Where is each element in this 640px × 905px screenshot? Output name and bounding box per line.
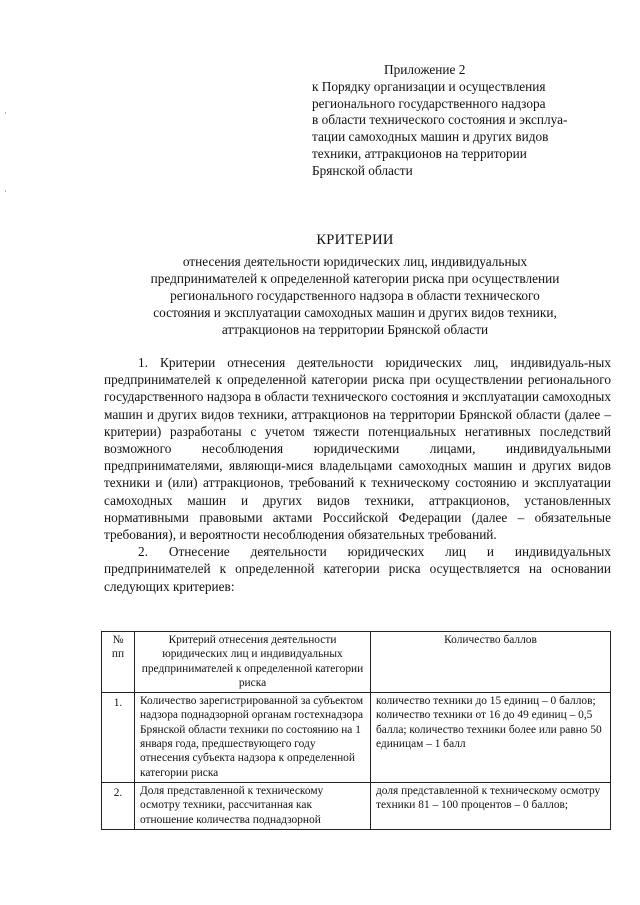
row-criterion: Количество зарегистрированной за субъектом надзора поднадзорной органам гостехнадзора Брянской области техники по состоянию на 1 января года, предшествующего году отнесения субъекта надзора к определенной категории риска [135, 693, 371, 783]
subtitle-line: аттракционов на территории Брянской области [221, 322, 489, 337]
row-points: доля представленной к техническому осмотру техники 81 – 100 процентов – 0 баллов; [371, 782, 611, 829]
appendix-line: к Порядку организации и осуществления [312, 78, 546, 94]
row-number: 2. [102, 782, 135, 829]
header-number: № пп [102, 632, 135, 693]
appendix-line: тации самоходных машин и других видов [312, 129, 549, 145]
row-points: количество техники до 15 единиц – 0 баллов; количество техники от 16 до 49 единиц – 0,5 балла; количество техники более или равно 50 единицам – 1 балл [371, 693, 611, 783]
paragraph-1: 1. Критерии отнесения деятельности юридических лиц, индивидуаль-ных предпринимателей к определенной категории риска при осуществлении регионального государственного надзора в области технического состояния и эксплуатации самоходных машин и других видов техники, аттракционов на территории Брянской области (далее – критерии) разработаны с учетом тяжести потенциальных негативных последствий возможного несоблюдения юридическими лицами, индивидуальными предпринимателями, являющи-мися владельцами самоходных машин и других видов техники и (или) аттракционов, требований к техническому состоянию и эксплуатации самоходных машин и других видов техники, аттракционов, установленных нормативными правовыми актами Российской Федерации (далее – обязательные требования), и вероятности несоблюдения обязательных требований. [104, 355, 611, 543]
subtitle-line: состояния и эксплуатации самоходных машин и других видов техники, [153, 305, 557, 320]
appendix-line: техники, аттракционов на территории [312, 145, 527, 161]
document-body [104, 354, 611, 595]
appendix-heading: Приложение 2 [384, 62, 466, 77]
table-row [102, 693, 611, 783]
header-criterion: Критерий отнесения деятельности юридических лиц и индивидуальных предпринимателей к определенной категории риска [135, 632, 371, 693]
subtitle-line: предпринимателей к определенной категории риска при осуществлении [150, 271, 560, 286]
subtitle-line: отнесения деятельности юридических лиц, индивидуальных [182, 254, 528, 269]
appendix-line: в области технического состояния и эксплуа- [312, 112, 568, 128]
paragraph-2: 2. Отнесение деятельности юридических лиц и индивидуальных предпринимателей к определенной категории риска осуществляется на основании следующих критериев: [104, 544, 611, 594]
margin-mark-top [5, 112, 6, 114]
row-criterion: Доля представленной к техническому осмотру техники, рассчитанная как отношение количества поднадзорной [135, 782, 371, 829]
document-subtitle [100, 253, 610, 338]
subtitle-line: регионального государственного надзора в области технического [170, 288, 540, 303]
margin-mark-middle [5, 190, 6, 192]
criteria-table [101, 631, 611, 830]
header-points: Количество баллов [371, 632, 611, 693]
row-number: 1. [102, 693, 135, 783]
document-title: КРИТЕРИИ [316, 232, 394, 248]
appendix-line: Брянской области [312, 162, 413, 178]
appendix-line: регионального государственного надзора [312, 95, 546, 111]
table-row [102, 782, 611, 829]
table-header-row [102, 632, 611, 693]
appendix-block [312, 62, 612, 180]
